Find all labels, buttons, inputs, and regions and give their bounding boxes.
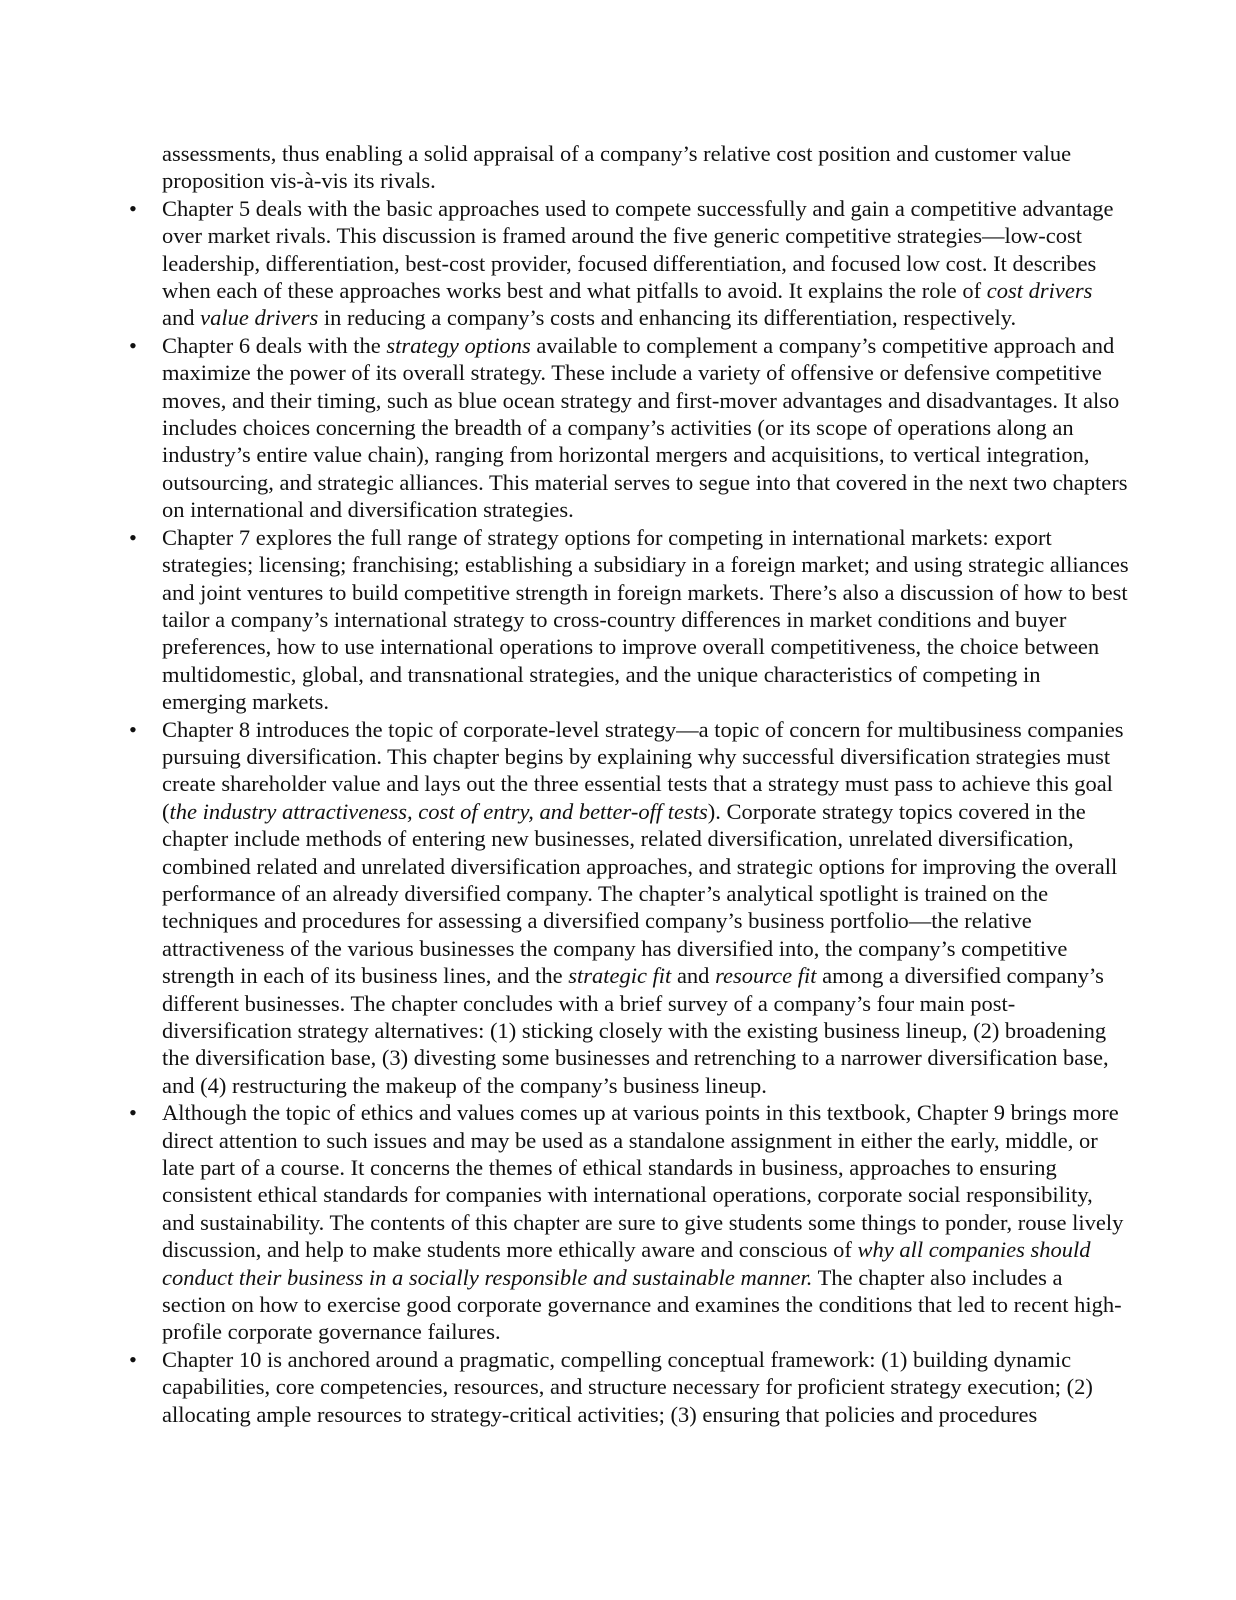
text-run: available to complement a company’s competitive approach and maximize the power of its overall strategy. These include a variety of offensive or defensive competitive moves, and their timing, such as blue ocean strategy and first-mover advantages and disadvantages. It also includes choices concerning the breadth of a company’s activities (or its scope of operations along an industry’s entire value chain), ranging from horizontal mergers and acquisitions, to vertical integration, outsourcing, and strategic alliances. This material serves to segue into that covered in the next two chapters on international and diversification strategies. (162, 332, 1128, 523)
bullet-marker-icon: • (129, 716, 137, 742)
bullet-marker-icon: • (129, 1346, 137, 1372)
text-run: Chapter 8 introduces the topic of corporate-level strategy—a topic of concern for multibusiness companies pursuing diversification. This chapter begins by explaining why successful diversification strategies must create shareholder value and lays out the three essential tests that a strategy must pass to achieve this goal ( (162, 716, 1124, 824)
text-run: Although the topic of ethics and values comes up at various points in this textbook, Chapter 9 brings more direct attention to such issues and may be used as a standalone assignment in either the early, middle, or late part of a course. It concerns the themes of ethical standards in business, approaches to ensuring consistent ethical standards for companies with international operations, corporate social responsibility, and sustainability. The contents of this chapter are sure to give students some things to ponder, rouse lively discussion, and help to make students more ethically aware and conscious of (162, 1100, 1124, 1263)
text-run: among a diversified company’s different businesses. The chapter concludes with a brief survey of a company’s four main post-diversification strategy alternatives: (1) sticking closely with the existing business lineup, (2) broadening the diversification base, (3) divesting some businesses and retrenching to a narrower diversification base, and (4) restructuring the makeup of the company’s business lineup. (162, 963, 1109, 1098)
text-run: ). Corporate strategy topics covered in the chapter include methods of entering new businesses, related diversification, unrelated diversification, combined related and unrelated diversification approaches, and strategic options for improving the overall performance of an already diversified company. The chapter’s analytical spotlight is trained on the techniques and procedures for assessing a diversified company’s business portfolio—the relative attractiveness of the various businesses the company has diversified into, the company’s competitive strength in each of its business lines, and the (162, 798, 1118, 989)
bullet-marker-icon: • (129, 524, 137, 550)
text-run: The chapter also includes a section on how to exercise good corporate governance and examines the conditions that led to recent high-profile corporate governance failures. (162, 1264, 1122, 1345)
text-run: Chapter 5 deals with the basic approaches used to compete successfully and gain a competitive advantage over market rivals. This discussion is framed around the five generic competitive strategies—low-cost leadership, differentiation, best-cost provider, focused differentiation, and focused low cost. It describes when each of these approaches works best and what pitfalls to avoid. It explains the role of (162, 195, 1114, 304)
continuation-paragraph: assessments, thus enabling a solid appraisal of a company’s relative cost position and customer value proposition vis-à-vis its rivals. (162, 141, 1072, 194)
bullet-item (129, 195, 1130, 332)
bullet-item (129, 1099, 1130, 1346)
bullet-item (129, 716, 1130, 1100)
italic-text: cost drivers (986, 278, 1093, 304)
bullet-item (129, 332, 1130, 524)
document-body (129, 140, 1130, 1428)
text-run: in reducing a company’s costs and enhancing its differentiation, respectively. (318, 305, 1017, 331)
bullet-marker-icon: • (129, 195, 137, 221)
bullet-marker-icon: • (129, 332, 137, 358)
bullet-item (129, 1346, 1130, 1428)
italic-text: strategic fit (568, 963, 672, 989)
italic-text: value drivers (200, 305, 319, 331)
bullet-item (129, 524, 1130, 716)
text-run: Chapter 6 deals with the (162, 332, 387, 358)
chapter-bullet-list (129, 195, 1130, 1428)
text-run: and (671, 963, 716, 989)
italic-text: why all companies should conduct their business in a socially responsible and sustainable manner. (162, 1237, 1091, 1290)
italic-text: strategy options (386, 332, 531, 358)
bullet-marker-icon: • (129, 1100, 137, 1126)
italic-text: the industry attractiveness, cost of entry, and better-off tests (169, 798, 708, 824)
text-run: Chapter 10 is anchored around a pragmatic, compelling conceptual framework: (1) building dynamic capabilities, core competencies, resources, and structure necessary for proficient strategy execution; (2) allocating ample resources to strategy-critical activities; (3) ensuring that policies and procedures (162, 1346, 1093, 1427)
text-run: Chapter 7 explores the full range of strategy options for competing in international markets: export strategies; licensing; franchising; establishing a subsidiary in a foreign market; and using strategic alliances and joint ventures to build competitive strength in foreign markets. There’s also a discussion of how to best tailor a company’s international strategy to cross-country differences in market conditions and buyer preferences, how to use international operations to improve overall competitiveness, the choice between multidomestic, global, and transnational strategies, and the unique characteristics of competing in emerging markets. (162, 524, 1129, 715)
text-run: and (162, 305, 201, 331)
italic-text: resource fit (715, 963, 817, 989)
